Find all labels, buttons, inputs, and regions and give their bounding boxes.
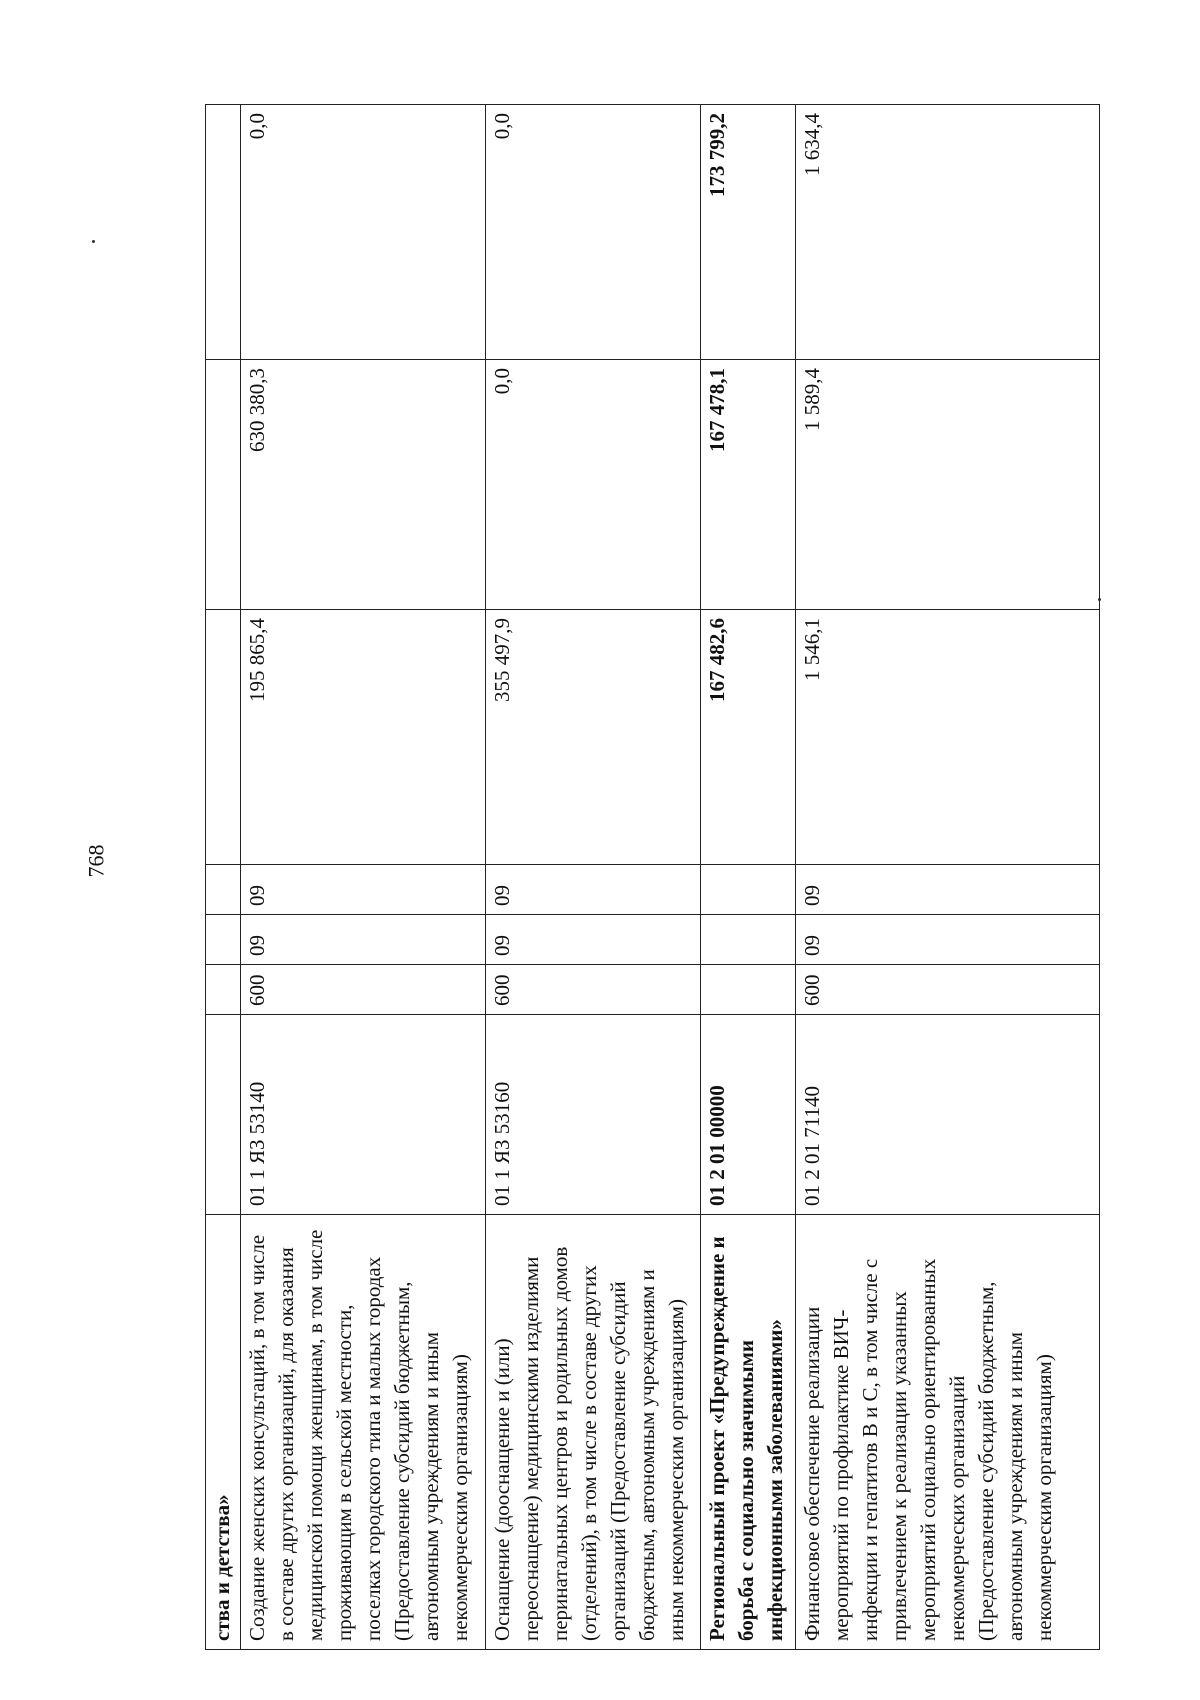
row-rz-cell: 09: [796, 915, 1100, 965]
row-rz-cell: 09: [486, 915, 701, 965]
row-name-cell: ства и детства»: [206, 1215, 241, 1650]
budget-table: [205, 104, 1100, 1650]
table-row: [796, 105, 1100, 1650]
row-year1-cell: 1 546,1: [796, 610, 1100, 865]
row-code-cell: [206, 1015, 241, 1215]
row-year2-cell: 167 478,1: [701, 360, 796, 610]
row-name-cell: Региональный проект «Предупреждение и борьба с социально значимыми инфекционными заболеваниями»: [701, 1215, 796, 1650]
scan-speck: [92, 240, 95, 243]
row-year3-cell: 0,0: [486, 105, 701, 360]
row-name-cell: Создание женских консультаций, в том числе в составе других организаций, для оказания медицинской помощи женщинам, в том числе проживающим в сельской местности, поселках городского типа и малых городах (Предоставление субсидий бюджетным, автономным учреждениям и иным некоммерческим организациям): [241, 1215, 486, 1650]
table-row: [206, 105, 241, 1650]
row-year3-cell: [206, 105, 241, 360]
row-pr-cell: 09: [796, 865, 1100, 915]
row-code-cell: 01 2 01 00000: [701, 1015, 796, 1215]
budget-table-sheet: [205, 105, 1100, 1650]
row-code-cell: 01 2 01 71140: [796, 1015, 1100, 1215]
row-pr-cell: [701, 865, 796, 915]
row-year1-cell: 167 482,6: [701, 610, 796, 865]
row-year1-cell: 195 865,4: [241, 610, 486, 865]
row-year3-cell: 173 799,2: [701, 105, 796, 360]
row-year1-cell: [206, 610, 241, 865]
row-pr-cell: [206, 865, 241, 915]
row-year2-cell: 0,0: [486, 360, 701, 610]
row-code-cell: 01 1 ЯЗ 53140: [241, 1015, 486, 1215]
row-year2-cell: [206, 360, 241, 610]
row-vr-cell: 600: [241, 965, 486, 1015]
table-row: [241, 105, 486, 1650]
row-name-cell: Финансовое обеспечение реализации мероприятий по профилактике ВИЧ-инфекции и гепатитов В и С, в том числе с привлечением к реализации указанных мероприятий социально ориентированных некоммерческих организаций (Предоставление субсидий бюджетным, автономным учреждениям и иным некоммерческим организациям): [796, 1215, 1100, 1650]
row-year2-cell: 630 380,3: [241, 360, 486, 610]
row-rz-cell: 09: [241, 915, 486, 965]
row-year1-cell: 355 497,9: [486, 610, 701, 865]
table-row: [486, 105, 701, 1650]
row-rz-cell: [206, 915, 241, 965]
row-pr-cell: 09: [241, 865, 486, 915]
row-name-cell: Оснащение (дооснащение и (или) переоснащение) медицинскими изделиями перинатальных центров и родильных домов (отделений), в том числе в составе других организаций (Предоставление субсидий бюджетным, автономным учреждениям и иным некоммерческим организациям): [486, 1215, 701, 1650]
row-code-cell: 01 1 ЯЗ 53160: [486, 1015, 701, 1215]
row-vr-cell: [701, 965, 796, 1015]
row-year2-cell: 1 589,4: [796, 360, 1100, 610]
row-vr-cell: 600: [486, 965, 701, 1015]
row-vr-cell: 600: [796, 965, 1100, 1015]
table-row: [701, 105, 796, 1650]
row-vr-cell: [206, 965, 241, 1015]
row-rz-cell: [701, 915, 796, 965]
row-year3-cell: 0,0: [241, 105, 486, 360]
row-year3-cell: 1 634,4: [796, 105, 1100, 360]
row-pr-cell: 09: [486, 865, 701, 915]
page-number: 768: [83, 844, 109, 878]
